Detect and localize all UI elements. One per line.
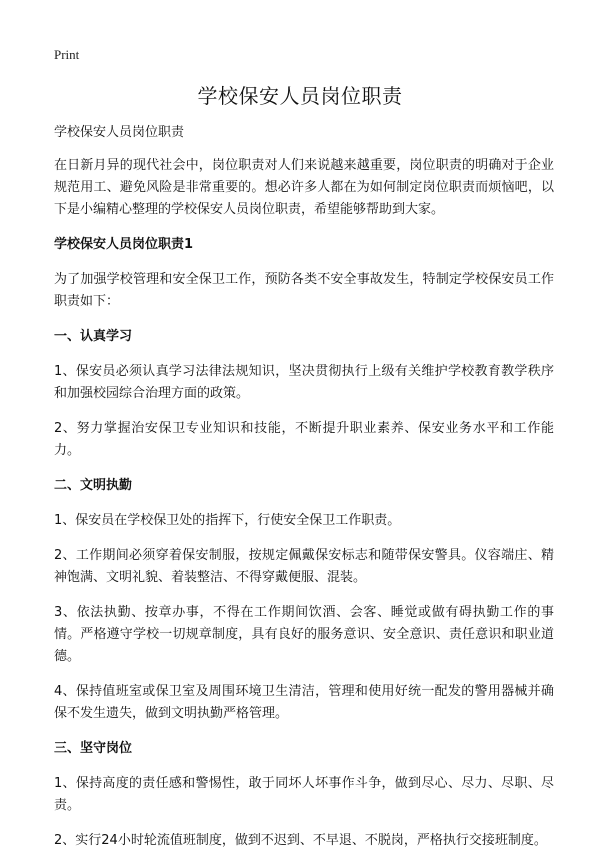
intro-paragraph: 在日新月异的现代社会中，岗位职责对人们来说越来越重要，岗位职责的明确对于企业规范用工、避免风险是非常重要的。想必许多人都在为如何制定岗位职责而烦恼吧，以下是小编精心整理的学校保安人员岗位职责，希望能够帮助到大家。 [54, 158, 554, 217]
document-subtitle: 学校保安人员岗位职责 [54, 125, 185, 140]
list-item: 2、实行24小时轮流值班制度，做到不迟到、不早退、不脱岗，严格执行交接班制度。 [54, 833, 547, 848]
part-heading-duty: 二、文明执勤 [54, 478, 133, 493]
list-item: 1、保安员必须认真学习法律法规知识，坚决贯彻执行上级有关维护学校教育教学秩序和加强校园综合治理方面的政策。 [54, 364, 554, 401]
list-item: 3、依法执勤、按章办事，不得在工作期间饮酒、会客、睡觉或做有碍执勤工作的事情。严格遵守学校一切规章制度，具有良好的服务意识、安全意识、责任意识和职业道德。 [54, 605, 554, 664]
print-label: Print [54, 47, 80, 62]
list-item: 1、保安员在学校保卫处的指挥下，行使安全保卫工作职责。 [54, 513, 401, 528]
list-item: 4、保持值班室或保卫室及周围环境卫生清洁，管理和使用好统一配发的警用器械并确保不发生遗失，做到文明执勤严格管理。 [54, 684, 554, 721]
part-heading-post: 三、坚守岗位 [54, 741, 133, 756]
list-item: 2、努力掌握治安保卫专业知识和技能，不断提升职业素养、保安业务水平和工作能力。 [54, 421, 554, 458]
page-title: 学校保安人员岗位职责 [197, 84, 403, 108]
document-body [54, 122, 554, 865]
list-item: 2、工作期间必须穿着保安制服，按规定佩戴保安标志和随带保安警具。仪容端庄、精神饱满、文明礼貌、着装整洁、不得穿戴便服、混装。 [54, 548, 554, 585]
list-item: 1、保持高度的责任感和警惕性，敢于同坏人坏事作斗争，做到尽心、尽力、尽职、尽责。 [54, 776, 554, 813]
section-title: 学校保安人员岗位职责1 [54, 237, 194, 252]
section-intro-paragraph: 为了加强学校管理和安全保卫工作，预防各类不安全事故发生，特制定学校保安员工作职责如下： [54, 272, 554, 309]
part-heading-study: 一、认真学习 [54, 329, 133, 344]
